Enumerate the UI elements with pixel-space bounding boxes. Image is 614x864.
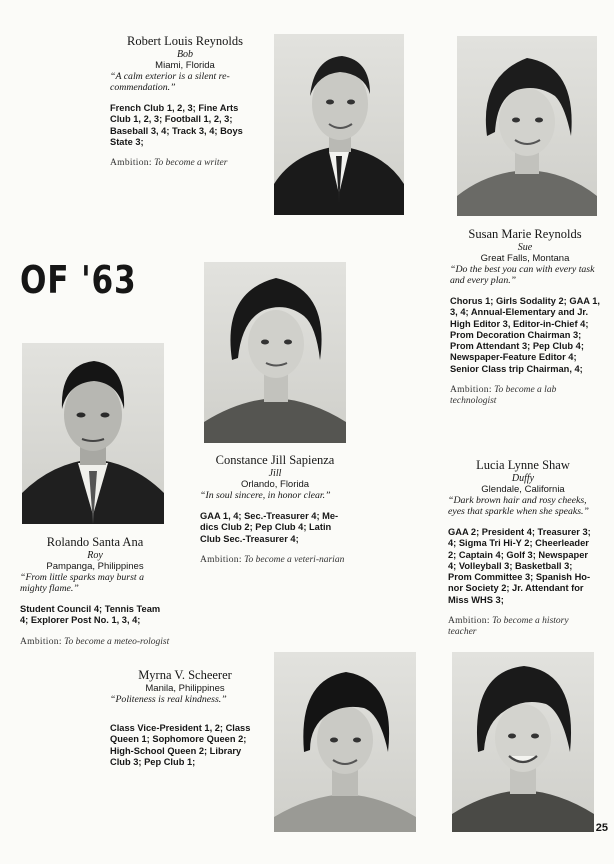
student-name: Lucia Lynne Shaw	[476, 458, 570, 472]
student-activities: Chorus 1; Girls Sodality 2; GAA 1, 3, 4; Annual-Elementary and Jr. High Editor 3, Editor-in-Chief 4; Prom Decoration Chairman 3; Prom Attendant 3; Pep Club 4; Newspaper-Feature Editor 4; Senior Class trip Chairman, 4;	[450, 296, 600, 374]
student-entry-robert	[110, 34, 260, 169]
student-quote: “In soul sincere, in honor clear.”	[200, 490, 331, 501]
student-entry-susan	[450, 227, 600, 407]
student-quote: “Do the best you can with every task and every plan.”	[450, 264, 595, 286]
portrait-photo-robert	[274, 34, 404, 215]
student-name: Robert Louis Reynolds	[127, 34, 243, 48]
ambition-label: Ambition:	[20, 636, 62, 647]
student-name: Rolando Santa Ana	[46, 535, 144, 549]
student-name: Myrna V. Scheerer	[138, 668, 232, 682]
student-ambition	[200, 555, 350, 566]
ambition-text: To become a meteo-rologist	[64, 636, 170, 647]
ambition-label: Ambition:	[200, 554, 242, 565]
portrait-photo-susan	[457, 36, 597, 216]
ambition-label: Ambition:	[448, 616, 490, 627]
student-hometown: Orlando, Florida	[240, 479, 310, 490]
student-nickname: Jill	[268, 468, 282, 479]
student-quote: “Politeness is real kindness.”	[110, 694, 227, 705]
student-ambition	[20, 637, 170, 648]
ambition-label: Ambition:	[450, 385, 492, 396]
page-number: 25	[595, 822, 608, 834]
student-ambition	[110, 158, 260, 169]
ambition-text: To become a writer	[154, 158, 228, 169]
student-hometown: Miami, Florida	[155, 60, 215, 71]
ambition-text: To become a veteri-narian	[244, 554, 345, 565]
student-ambition	[448, 616, 598, 638]
student-quote: “From little sparks may burst a mighty flame.”	[20, 572, 145, 594]
student-entry-lucia	[448, 458, 598, 638]
student-nickname: Duffy	[511, 473, 535, 484]
student-hometown: Pampanga, Philippines	[46, 561, 144, 572]
student-entry-rolando	[20, 535, 170, 648]
student-entry-myrna	[110, 668, 260, 768]
portrait-photo-constance	[204, 262, 346, 443]
student-activities: French Club 1, 2, 3; Fine Arts Club 1, 2, 3; Football 1, 2, 3; Baseball 3, 4; Track 3, 4; Boys State 3;	[110, 103, 243, 147]
portrait-photo-myrna	[274, 652, 416, 832]
student-hometown: Glendale, California	[481, 484, 565, 495]
student-nickname: Sue	[517, 242, 533, 253]
student-quote: “Dark brown hair and rosy cheeks, eyes that sparkle when she speaks.”	[448, 495, 589, 517]
student-quote: “A calm exterior is a silent re-commendation.”	[110, 71, 230, 93]
student-entry-constance	[200, 453, 350, 566]
student-hometown: Great Falls, Montana	[480, 253, 570, 264]
student-activities: Class Vice-President 1, 2; Class Queen 1; Sophomore Queen 2; High-School Queen 2; Library Club 3; Pep Club 1;	[110, 723, 251, 767]
portrait-photo-rolando	[22, 343, 164, 524]
portrait-photo-bottom-right	[452, 652, 594, 832]
ambition-text: To become a history teacher	[448, 616, 569, 638]
ambition-text: To become a lab technologist	[450, 385, 557, 407]
student-name: Constance Jill Sapienza	[215, 453, 335, 467]
student-activities: GAA 2; President 4; Treasurer 3; 4; Sigma Tri Hi-Y 2; Cheerleader 2; Captain 4; Golf 3; Newspaper 4; Volleyball 3; Basketball 3; Prom Committee 3; Spanish Ho-nor Society 2; Jr. Attendant for Miss WHS 3;	[448, 527, 591, 605]
student-nickname: Roy	[87, 550, 103, 561]
student-activities: GAA 1, 4; Sec.-Treasurer 4; Me-dics Club 2; Pep Club 4; Latin Club Sec.-Treasurer 4;	[200, 511, 339, 544]
student-ambition	[450, 385, 600, 407]
student-name: Susan Marie Reynolds	[468, 227, 582, 241]
ambition-label: Ambition:	[110, 158, 152, 169]
student-activities: Student Council 4; Tennis Team 4; Explorer Post No. 1, 3, 4;	[20, 604, 161, 626]
student-hometown: Manila, Philippines	[145, 683, 225, 694]
student-nickname: Bob	[176, 49, 194, 60]
class-year-heading: OF '63	[20, 258, 137, 302]
